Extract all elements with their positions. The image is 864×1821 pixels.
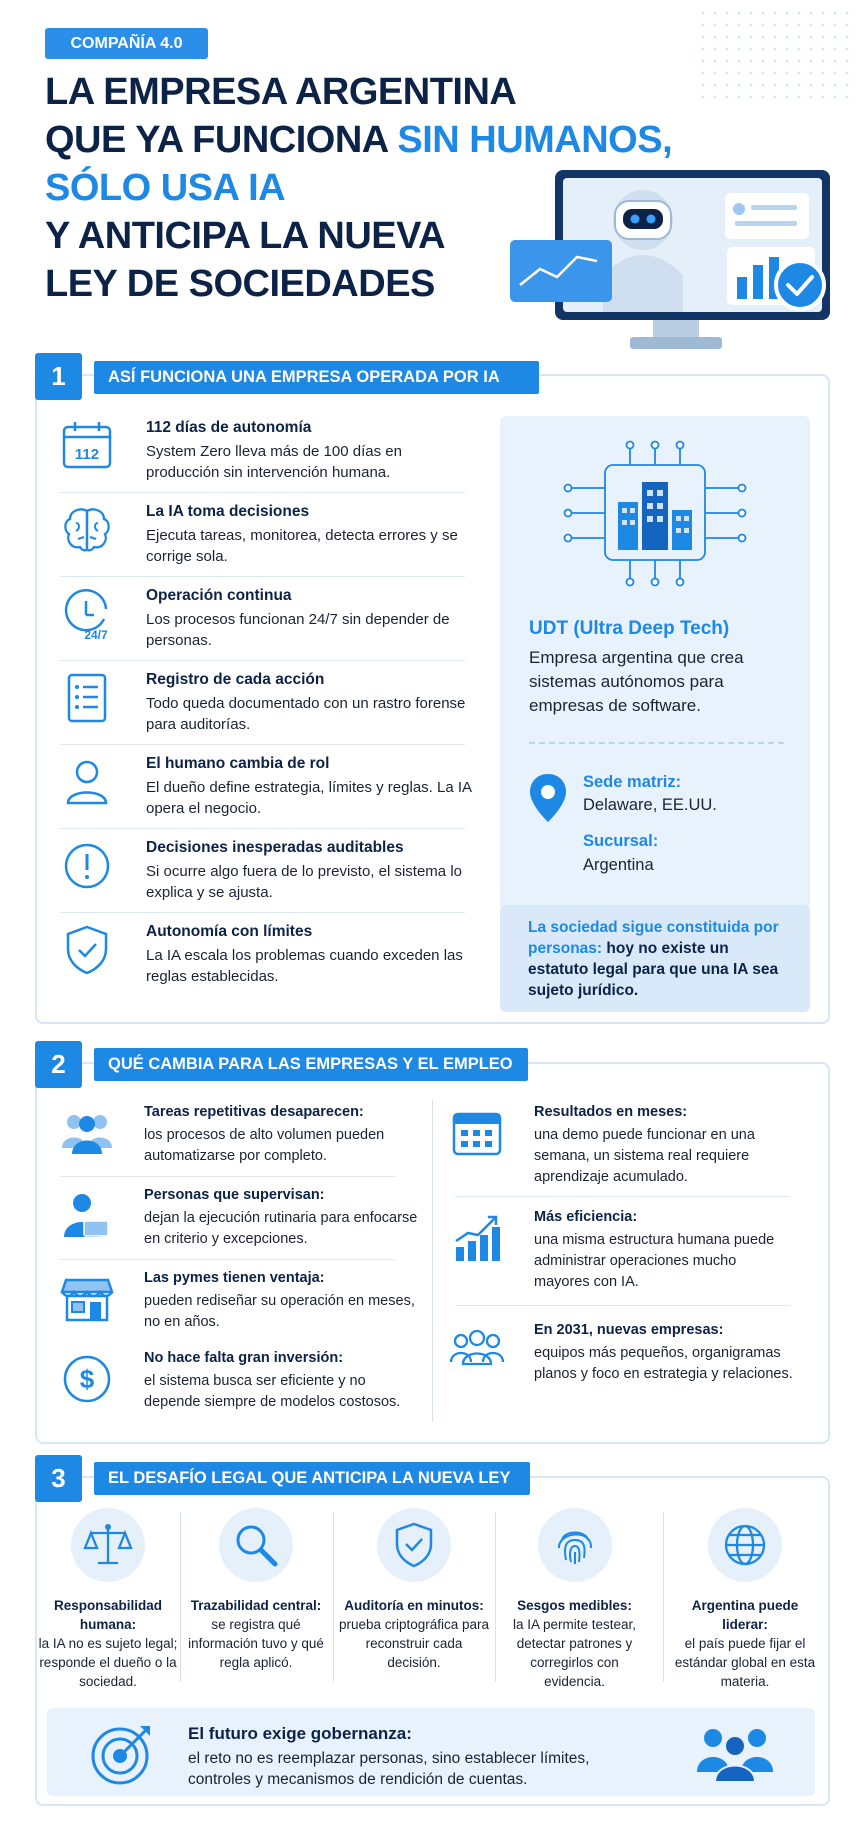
alert-icon [60, 839, 114, 893]
shield-check-icon [60, 923, 114, 977]
hq-value: Delaware, EE.UU. [583, 796, 717, 814]
legal-point [502, 1508, 647, 1691]
store-icon [60, 1272, 114, 1326]
divider [60, 1259, 395, 1260]
feature-title: 112 días de autonomía [146, 419, 312, 436]
feature-desc: System Zero lleva más de 100 días en producción sin intervención humana. [146, 443, 402, 481]
feature-desc: Si ocurre algo fuera de lo previsto, el sistema lo explica y se ajusta. [146, 863, 462, 901]
feature-bounded-autonomy [60, 919, 465, 1003]
divider [455, 1196, 790, 1197]
shield-check-icon [377, 1508, 451, 1582]
robot-monitor-illustration [505, 165, 850, 375]
divider [60, 660, 465, 661]
calendar-number: 112 [74, 446, 100, 463]
legal-point-desc: prueba criptográfica para reconstruir cada decisión. [338, 1617, 490, 1670]
section-2-number: 2 [35, 1041, 82, 1088]
change-item [450, 1100, 800, 1195]
dollar-icon [60, 1352, 114, 1406]
change-item [450, 1318, 800, 1413]
change-title: Más eficiencia: [534, 1209, 638, 1225]
feature-title: Decisiones inesperadas auditables [146, 839, 404, 856]
change-desc: dejan la ejecución rutinaria para enfocarse en criterio y excepciones. [144, 1210, 418, 1247]
change-item [60, 1183, 418, 1267]
feature-continuous-operation [60, 583, 465, 667]
feature-title: El humano cambia de rol [146, 755, 330, 772]
change-title: Las pymes tienen ventaja: [144, 1270, 325, 1286]
feature-title: Autonomía con límites [146, 923, 313, 940]
change-title: Personas que supervisan: [144, 1187, 325, 1203]
page-title: LA EMPRESA ARGENTINA QUE YA FUNCIONA SIN HUMANOS, SÓLO USA IA Y ANTICIPA LA NUEVA LEY DE SOCIEDADES [45, 71, 673, 305]
section-3-number: 3 [35, 1455, 82, 1502]
calendar-grid-icon [450, 1106, 504, 1160]
feature-desc: Todo queda documentado con un rastro forense para auditorías. [146, 695, 466, 733]
feature-desc: El dueño define estrategia, límites y reglas. La IA opera el negocio. [146, 779, 472, 817]
change-title: Resultados en meses: [534, 1104, 688, 1120]
person-laptop-icon [60, 1189, 114, 1243]
section-2-title: QUÉ CAMBIA PARA LAS EMPRESAS Y EL EMPLEO [94, 1048, 528, 1081]
governance-title: El futuro exige gobernanza: [188, 1724, 412, 1743]
target-icon [88, 1718, 158, 1788]
change-item [450, 1205, 800, 1300]
divider [60, 1176, 395, 1177]
section-3-title: EL DESAFÍO LEGAL QUE ANTICIPA LA NUEVA LEY [94, 1462, 530, 1495]
change-desc: los procesos de alto volumen pueden automatizarse por completo. [144, 1127, 385, 1164]
circuit-building-icon [560, 440, 750, 590]
feature-human-role [60, 751, 472, 835]
legal-point-title: Argentina puede liderar: [691, 1598, 799, 1632]
feature-ai-decisions [60, 499, 465, 583]
magnifier-icon [219, 1508, 293, 1582]
section-1-title: ASÍ FUNCIONA UNA EMPRESA OPERADA POR IA [94, 361, 539, 394]
change-title: Tareas repetitivas desaparecen: [144, 1104, 364, 1120]
growth-chart-icon [450, 1211, 504, 1265]
feature-desc: Ejecuta tareas, monitorea, detecta errores y se corrige sola. [146, 527, 458, 565]
company-name: UDT (Ultra Deep Tech) [529, 618, 730, 639]
change-item [60, 1346, 400, 1441]
company-desc: Empresa argentina que crea sistemas autónomos para empresas de software. [529, 648, 744, 715]
feature-autonomy-days [60, 415, 465, 499]
change-desc: una misma estructura humana puede administrar operaciones mucho mayores con IA. [534, 1232, 775, 1290]
feature-desc: Los procesos funcionan 24/7 sin depender de personas. [146, 611, 450, 649]
divider [455, 1305, 790, 1306]
divider [60, 828, 465, 829]
dot-pattern [700, 10, 850, 105]
feature-desc: La IA escala los problemas cuando exceden las reglas establecidas. [146, 947, 463, 985]
location-pin-icon [528, 772, 568, 824]
change-desc: equipos más pequeños, organigramas planos y foco en estrategia y relaciones. [534, 1345, 793, 1382]
legal-point-title: Sesgos medibles: [517, 1598, 632, 1613]
column-divider [663, 1512, 664, 1682]
section-1-number: 1 [35, 353, 82, 400]
svg-text:$: $ [79, 1364, 95, 1394]
legal-point [33, 1508, 183, 1691]
brain-icon [60, 503, 114, 557]
legal-note: La sociedad sigue constituida por personas: hoy no existe un estatuto legal para que una IA sea sujeto jurídico. [500, 905, 810, 1012]
globe-icon [708, 1508, 782, 1582]
legal-point-desc: el país puede fijar el estándar global en esta materia. [674, 1636, 816, 1689]
divider [60, 492, 465, 493]
change-desc: el sistema busca ser eficiente y no depende siempre de modelos costosos. [144, 1373, 401, 1410]
legal-point-desc: se registra qué información tuvo y qué regla aplicó. [188, 1617, 324, 1670]
legal-point [670, 1508, 820, 1691]
legal-point [181, 1508, 331, 1672]
feature-auditable-decisions [60, 835, 465, 919]
column-divider [495, 1512, 496, 1682]
clock-label: 24/7 [84, 628, 108, 641]
calendar-icon [60, 419, 114, 473]
category-tag: COMPAÑÍA 4.0 [45, 28, 208, 59]
divider [60, 576, 465, 577]
change-desc: pueden rediseñar su operación en meses, no en años. [144, 1293, 415, 1330]
change-title: En 2031, nuevas empresas: [534, 1322, 724, 1338]
checklist-icon [60, 671, 114, 725]
group-icon [450, 1324, 504, 1378]
clock-icon [60, 587, 114, 641]
change-title: No hace falta gran inversión: [144, 1350, 344, 1366]
change-item [60, 1266, 415, 1350]
legal-point-title: Responsabilidad humana: [53, 1598, 163, 1632]
divider [60, 744, 465, 745]
column-divider [333, 1512, 334, 1682]
feature-title: La IA toma decisiones [146, 503, 310, 520]
change-desc: una demo puede funcionar en una semana, un sistema real requiere aprendizaje acumulado. [534, 1127, 755, 1185]
legal-point [338, 1508, 490, 1672]
scales-icon [71, 1508, 145, 1582]
fingerprint-icon [538, 1508, 612, 1582]
legal-point-title: Trazabilidad central: [190, 1598, 322, 1613]
team-icon [60, 1106, 114, 1160]
feature-action-log [60, 667, 465, 751]
divider [60, 912, 465, 913]
card-divider [529, 742, 784, 744]
governance-desc: el reto no es reemplazar personas, sino establecer límites, controles y mecanismos de rendición de cuentas. [188, 1750, 590, 1788]
hq-label: Sede matriz: [583, 773, 682, 791]
legal-point-desc: la IA permite testear, detectar patrones y corregirlos con evidencia. [512, 1617, 637, 1689]
change-item [60, 1100, 400, 1184]
branch-label: Sucursal: [583, 832, 659, 850]
person-icon [60, 755, 114, 809]
column-divider [432, 1100, 433, 1422]
feature-title: Operación continua [146, 587, 292, 604]
legal-point-title: Auditoría en minutos: [344, 1598, 484, 1613]
legal-point-desc: la IA no es sujeto legal; responde el dueño o la sociedad. [38, 1636, 178, 1689]
branch-value: Argentina [583, 856, 654, 874]
people-group-icon [695, 1722, 775, 1784]
feature-title: Registro de cada acción [146, 671, 325, 688]
